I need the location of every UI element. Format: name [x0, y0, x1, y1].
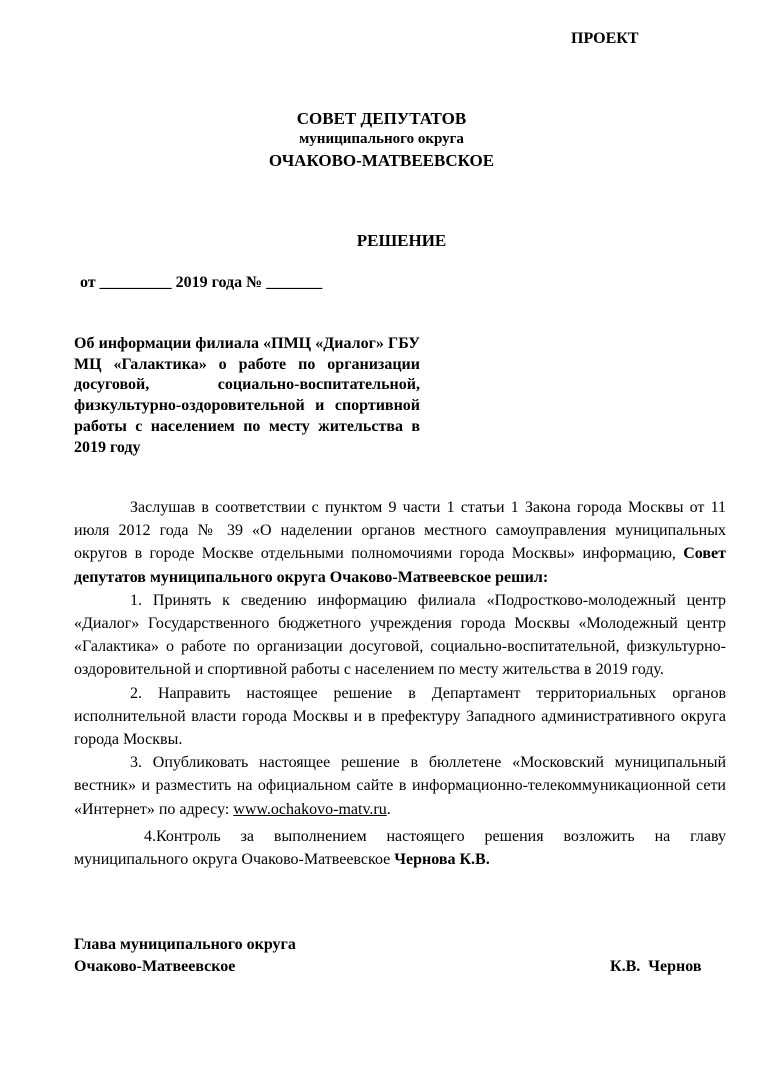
item-4-name: Чернова К.В.	[394, 851, 490, 869]
item-4-text: 4.Контроль за выполнением настоящего решения возложить на главу муниципального округа Очаково-Матвеевское	[74, 827, 726, 869]
site-link[interactable]: www.ochakovo-matv.ru	[233, 800, 387, 818]
signature-title: Глава муниципального округа	[74, 936, 296, 953]
decision-subject: Об информации филиала «ПМЦ «Диалог» ГБУ МЦ «Галактика» о работе по организации досуговой, социально-воспитательной, физкультурно-оздоровительной и спортивной работы с населением по месту жительства в 2019 году	[74, 335, 420, 456]
item-1: 1. Принять к сведению информацию филиала «Подростково-молодежный центр «Диалог» Государственного бюджетного учреждения города Москвы «Молодежный центр «Галактика» о работе по организации досуговой, социально-воспитательной, физкультурно-оздоровительной и спортивной работы с населением по месту жительства в 2019 году.	[74, 591, 726, 679]
item-3	[74, 751, 726, 821]
item-3-end: .	[386, 800, 391, 818]
preamble-decision: Совет депутатов муниципального округа Очаково-Матвеевское решил:	[74, 545, 726, 586]
item-3-text: 3. Опубликовать настоящее решение в бюллетене «Московский муниципальный вестник» и разместить на официальном сайте в информационно-телекоммуникационной сети «Интернет» по адресу:	[74, 754, 726, 818]
project-stamp: ПРОЕКТ	[571, 30, 639, 47]
document-type: РЕШЕНИЕ	[356, 231, 447, 250]
item-2: 2. Направить настоящее решение в Департамент территориальных органов исполнительной власти города Москвы и в префектуру Западного административного округа города Москвы.	[74, 684, 726, 749]
council-subtitle: муниципального округа	[299, 131, 464, 147]
signature-name: К.В. Чернов	[610, 958, 702, 975]
date-number-line: от _________ 2019 года № _______	[80, 274, 323, 291]
decision-body	[74, 496, 726, 871]
signature-district: Очаково-Матвеевское	[74, 958, 236, 975]
district-name: ОЧАКОВО-МАТВЕЕВСКОЕ	[268, 151, 495, 170]
council-title: СОВЕТ ДЕПУТАТОВ	[296, 109, 467, 128]
preamble-text: Заслушав в соответствии с пунктом 9 части 1 статьи 1 Закона города Москвы от 11 июля 2012 года № 39 «О наделении органов местного самоуправления муниципальных округов в городе Москве отдельными полномочиями города Москвы» информацию,	[74, 499, 726, 563]
preamble-paragraph	[74, 496, 726, 589]
item-4	[74, 825, 726, 871]
